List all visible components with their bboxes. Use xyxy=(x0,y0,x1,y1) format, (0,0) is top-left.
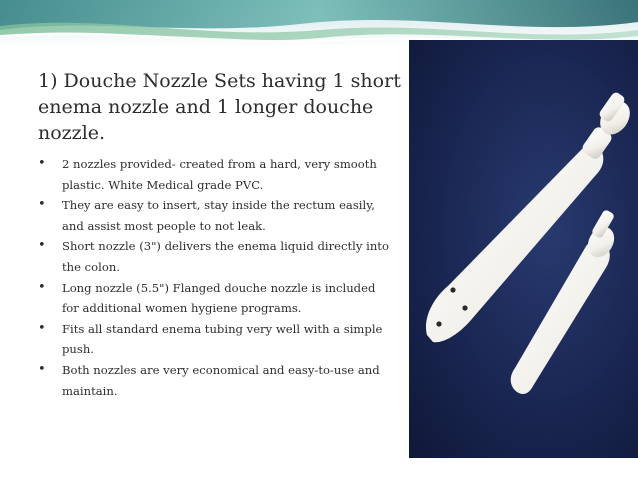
bullet-icon: • xyxy=(38,361,46,377)
bullet-icon: • xyxy=(38,238,46,254)
bullet-item xyxy=(38,154,393,195)
bullet-icon: • xyxy=(38,279,46,295)
bullet-icon: • xyxy=(38,320,46,336)
slide-title: 1) Douche Nozzle Sets having 1 short enema nozzle and 1 longer douche nozzle. xyxy=(38,70,401,144)
bullet-list xyxy=(38,154,393,401)
bullet-icon: • xyxy=(38,156,46,171)
bullet-text: Long nozzle (5.5") Flanged douche nozzle is included for additional women hygiene programs. xyxy=(62,280,376,316)
bullet-text: Both nozzles are very economical and easy-to-use and maintain. xyxy=(62,362,380,398)
bullet-text: They are easy to insert, stay inside the rectum easily, and assist most people to not leak. xyxy=(62,198,375,233)
bullet-icon: • xyxy=(38,197,46,213)
bullet-text: Fits all standard enema tubing very well with a simple push. xyxy=(62,321,383,357)
nozzle-illustration xyxy=(409,40,638,458)
bullet-text: 2 nozzles provided- created from a hard, very smooth plastic. White Medical grade PVC. xyxy=(62,157,377,192)
bullet-item xyxy=(38,278,393,319)
bullet-item xyxy=(38,360,393,401)
bullet-item xyxy=(38,195,393,236)
bullet-item xyxy=(38,319,393,360)
bullet-item xyxy=(38,236,393,277)
bullet-text: Short nozzle (3") delivers the enema liquid directly into the colon. xyxy=(62,239,389,274)
nozzle-photo xyxy=(409,40,638,458)
